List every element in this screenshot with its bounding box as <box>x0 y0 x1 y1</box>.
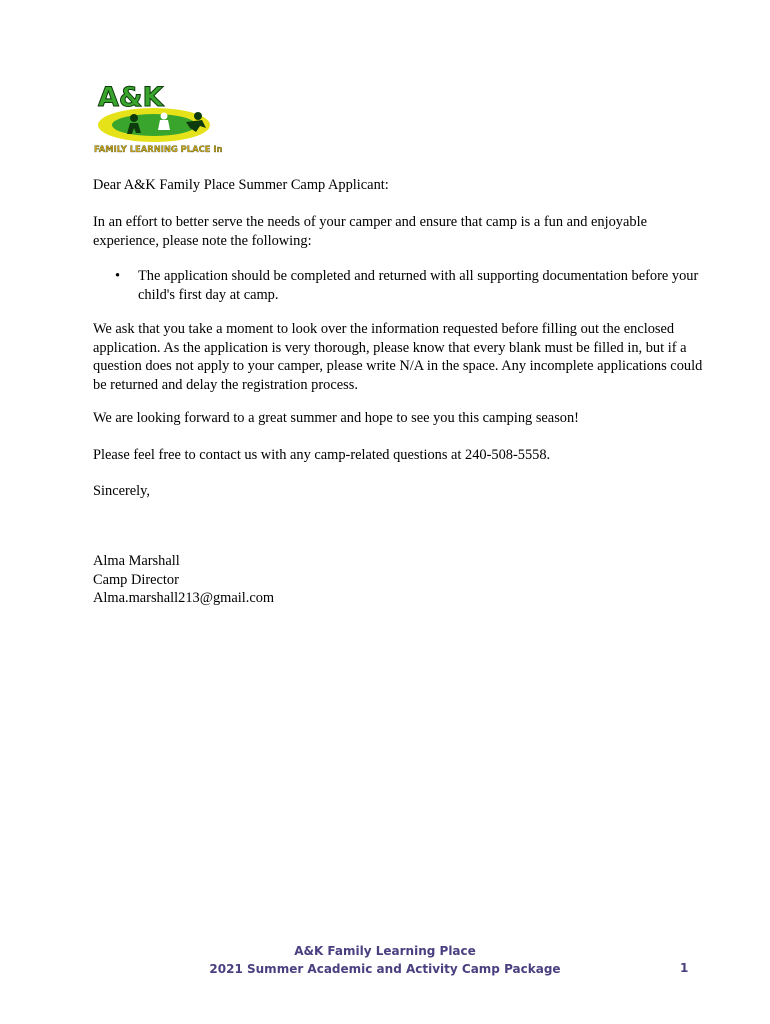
signatory-name: Alma Marshall <box>93 553 180 569</box>
footer-org-name: A&K Family Learning Place <box>294 944 476 958</box>
contact-paragraph: Please feel free to contact us with any camp-related questions at 240-508-5558. <box>93 447 551 463</box>
sign-off: Sincerely, <box>93 483 151 499</box>
signatory-title: Camp Director <box>93 572 179 588</box>
salutation: Dear A&K Family Place Summer Camp Applicant: <box>93 177 389 193</box>
intro-paragraph: In an effort to better serve the needs of your camper and ensure that camp is a fun and enjoyable experience, please note the following: <box>93 214 647 249</box>
company-logo <box>92 78 222 158</box>
instructions-paragraph: We ask that you take a moment to look over the information requested before filling out the enclosed application. As the application is very thorough, please know that every blank must be filled in, but if a question does not apply to your camper, please write N/A in the space. Any incomplete applications could be returned and delay the registration process. <box>93 321 703 393</box>
logo-subtitle: FAMILY LEARNING PLACE Inc. <box>94 144 222 154</box>
footer-package-title: 2021 Summer Academic and Activity Camp Package <box>209 962 561 976</box>
page-number: 1 <box>680 961 689 975</box>
logo-inner-ellipse <box>112 114 196 136</box>
bullet-dot: • <box>115 268 121 284</box>
closing-paragraph: We are looking forward to a great summer and hope to see you this camping season! <box>93 410 579 426</box>
logo-title: A&K <box>98 82 164 113</box>
bullet-text: The application should be completed and returned with all supporting documentation before your child's first day at camp. <box>138 268 699 303</box>
signatory-email: Alma.marshall213@gmail.com <box>93 590 275 606</box>
